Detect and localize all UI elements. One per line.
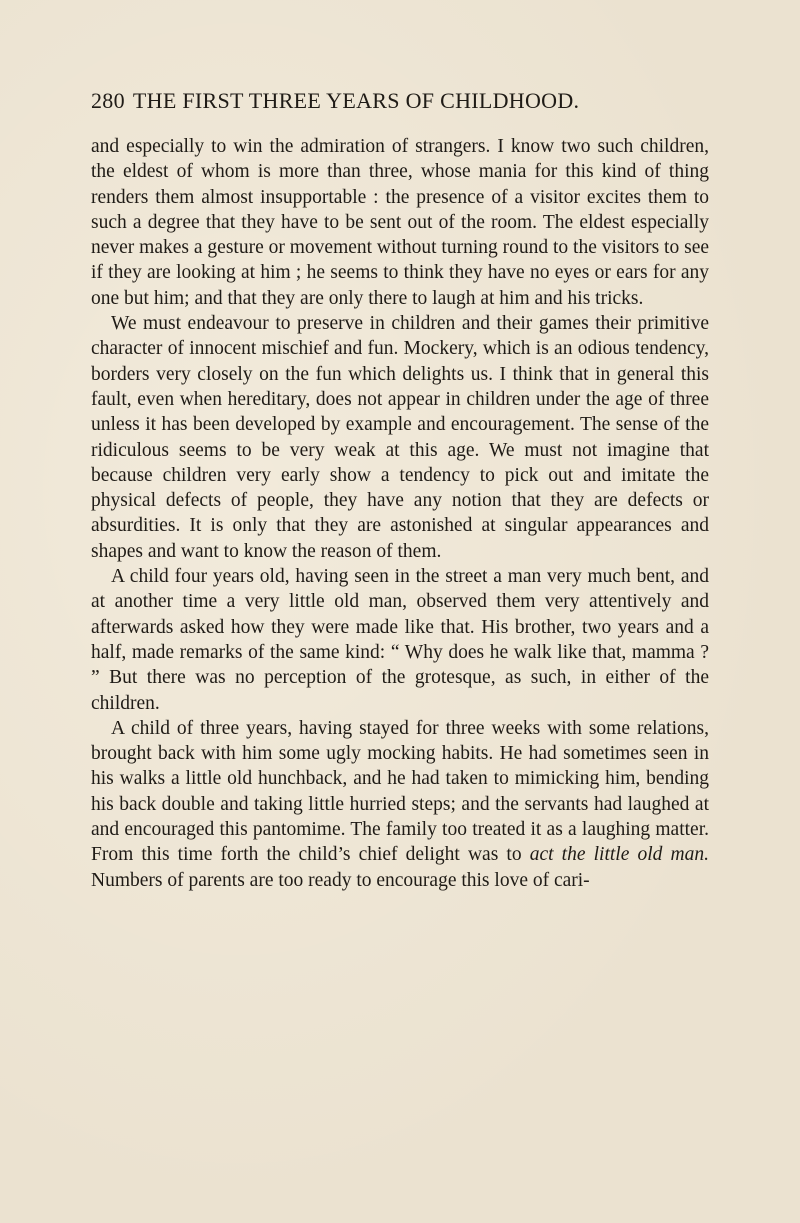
running-header [91, 88, 711, 114]
body-text [91, 134, 709, 893]
paragraph-4-text-end: Numbers of parents are too ready to encourage this love of cari- [91, 869, 590, 891]
page-number: 280 [91, 88, 125, 113]
running-title: THE FIRST THREE YEARS OF CHILDHOOD. [132, 88, 580, 113]
paragraph-1: and especially to win the admiration of strangers. I know two such children, the eldest of whom is more than three, whose mania for this kind of thing renders them almost insupportable : the presence of a visitor excites them to such a degree that they have to be sent out of the room. The eldest especially never makes a gesture or movement without turning round to the visitors to see if they are looking at him ; he seems to think they have no eyes or ears for any one but him; and that they are only there to laugh at him and his tricks. [91, 136, 709, 309]
paragraph-2: We must endeavour to preserve in children and their games their primitive character of innocent mischief and fun. Mockery, which is an odious tendency, borders very closely on the fun which delights us. I think that in general this fault, even when hereditary, does not appear in children under the age of three unless it has been developed by example and encouragement. The sense of the ridiculous seems to be very weak at this age. We must not imagine that because children very early show a tendency to pick out and imitate the physical defects of people, they have any notion that they are defects or absurdities. It is only that they are astonished at singular appearances and shapes and want to know the reason of them. [91, 313, 709, 562]
paragraph-4-italic-phrase: act the little old man. [529, 844, 710, 866]
paragraph-3: A child four years old, having seen in the street a man very much bent, and at another time a very little old man, observed them very attentively and afterwards asked how they were made like that. His brother, two years and a half, made remarks of the same kind: “ Why does he walk like that, mamma ? ” But there was no perception of the grotesque, as such, in either of the children. [91, 566, 709, 714]
paragraph-4-text-start: A child of three years, having stayed for three weeks with some relations, brought back with him some ugly mocking habits. He had sometimes seen in his walks a little old hunchback, and he had taken to mimicking him, bending his back double and taking little hurried steps; and the servants had laughed at and encouraged this pantomime. The family too treated it as a laughing matter. From this time forth the child’s chief delight was to [91, 717, 709, 866]
paragraph-4 [91, 716, 709, 893]
